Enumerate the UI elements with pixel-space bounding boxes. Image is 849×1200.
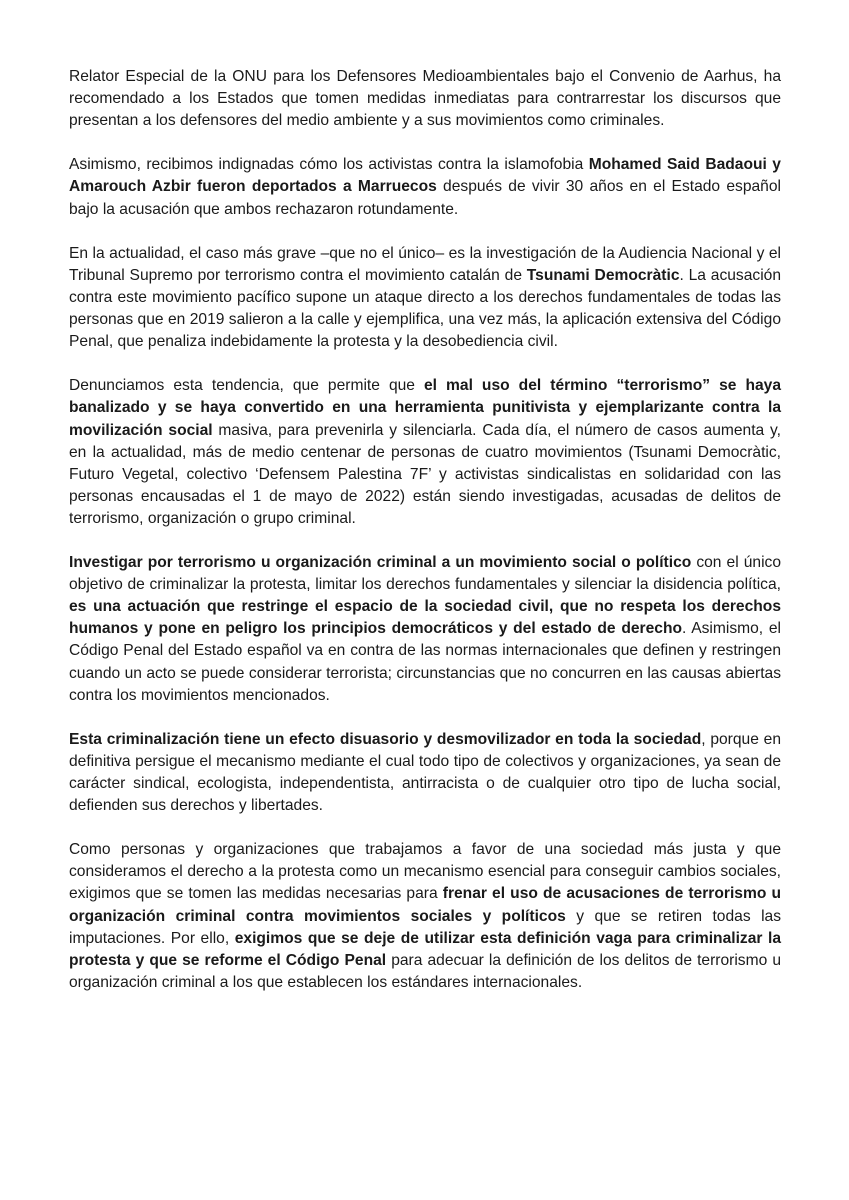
paragraph-2	[69, 154, 781, 220]
paragraph-6-segment-1: Esta criminalización tiene un efecto disuasorio y desmovilizador en toda la sociedad	[69, 730, 702, 748]
paragraph-7-segment-1: Como personas y organizaciones que trabajamos a favor de una sociedad más justa y que consideramos el derecho a la protesta como un mecanismo esencial para conseguir cambios sociales, exigimos que se tomen las medidas necesarias para	[69, 841, 781, 903]
paragraph-1-segment-1: Relator Especial de la ONU para los Defensores Medioambientales bajo el Convenio de Aarhus, ha recomendado a los Estados que tomen medidas inmediatas para contrarrestar los discursos que presentan a los defensores del medio ambiente y a sus movimientos como criminales.	[69, 68, 781, 130]
paragraph-3-segment-2: Tsunami Democràtic	[526, 266, 680, 284]
paragraph-5-segment-1: Investigar por terrorismo u organización criminal a un movimiento social o político	[69, 554, 692, 572]
paragraph-6	[69, 729, 781, 817]
document-body	[69, 66, 781, 994]
paragraph-4-segment-3: masiva, para prevenirla y silenciarla. Cada día, el número de casos aumenta y, en la actualidad, más de medio centenar de personas de cuatro movimientos (Tsunami Democràtic, Futuro Vegetal, colectivo ‘Defensem Palestina 7F’ y activistas sindicalistas en solidaridad con las personas encausadas el 1 de mayo de 2022) están siendo investigadas, acusadas de delitos de terrorismo, organización o grupo criminal.	[69, 421, 781, 527]
paragraph-7-segment-5: para adecuar la definición de los delitos de terrorismo u organización criminal a los que establecen los estándares internacionales.	[69, 951, 781, 991]
paragraph-6-segment-2: , porque en definitiva persigue el mecanismo mediante el cual todo tipo de colectivos y organizaciones, ya sean de carácter sindical, ecologista, independentista, antirracista o de cualquier otro tipo de lucha social, defienden sus derechos y libertades.	[69, 730, 781, 815]
paragraph-3-segment-3: . La acusación contra este movimiento pacífico supone un ataque directo a los derechos fundamentales de todas las personas que en 2019 salieron a la calle y ejemplifica, una vez más, la aplicación extensiva del Código Penal, que penaliza indebidamente la protesta y la desobediencia civil.	[69, 266, 781, 351]
paragraph-2-segment-3: después de vivir 30 años en el Estado español bajo la acusación que ambos rechazaron rotundamente.	[69, 178, 781, 218]
paragraph-4-segment-1: Denunciamos esta tendencia, que permite que	[69, 377, 424, 395]
paragraph-2-segment-1: Asimismo, recibimos indignadas cómo los activistas contra la islamofobia	[69, 156, 589, 174]
paragraph-3	[69, 243, 781, 353]
paragraph-7-segment-4: exigimos que se deje de utilizar esta definición vaga para criminalizar la protesta y que se reforme el Código Penal	[69, 929, 781, 969]
paragraph-5	[69, 552, 781, 707]
paragraph-2-segment-2: Mohamed Said Badaoui y Amarouch Azbir fueron deportados a Marruecos	[69, 156, 781, 196]
paragraph-5-segment-3: es una actuación que restringe el espacio de la sociedad civil, que no respeta los derechos humanos y pone en peligro los principios democráticos y del estado de derecho	[69, 598, 781, 638]
paragraph-7-segment-3: y que se retiren todas las imputaciones. Por ello,	[69, 907, 781, 947]
paragraph-3-segment-1: En la actualidad, el caso más grave –que no el único– es la investigación de la Audiencia Nacional y el Tribunal Supremo por terrorismo contra el movimiento catalán de	[69, 244, 781, 284]
paragraph-7	[69, 839, 781, 994]
paragraph-1	[69, 66, 781, 132]
paragraph-5-segment-4: . Asimismo, el Código Penal del Estado español va en contra de las normas internacionales que definen y restringen cuando un acto se puede considerar terrorista; circunstancias que no concurren en las causas abiertas contra los movimientos mencionados.	[69, 620, 781, 704]
paragraph-7-segment-2: frenar el uso de acusaciones de terrorismo u organización criminal contra movimientos sociales y políticos	[69, 885, 781, 925]
paragraph-4-segment-2: el mal uso del término “terrorismo” se haya banalizado y se haya convertido en una herramienta punitivista y ejemplarizante contra la movilización social	[69, 377, 781, 439]
paragraph-4	[69, 375, 781, 530]
paragraph-5-segment-2: con el único objetivo de criminalizar la protesta, limitar los derechos fundamentales y silenciar la disidencia política,	[69, 554, 781, 594]
